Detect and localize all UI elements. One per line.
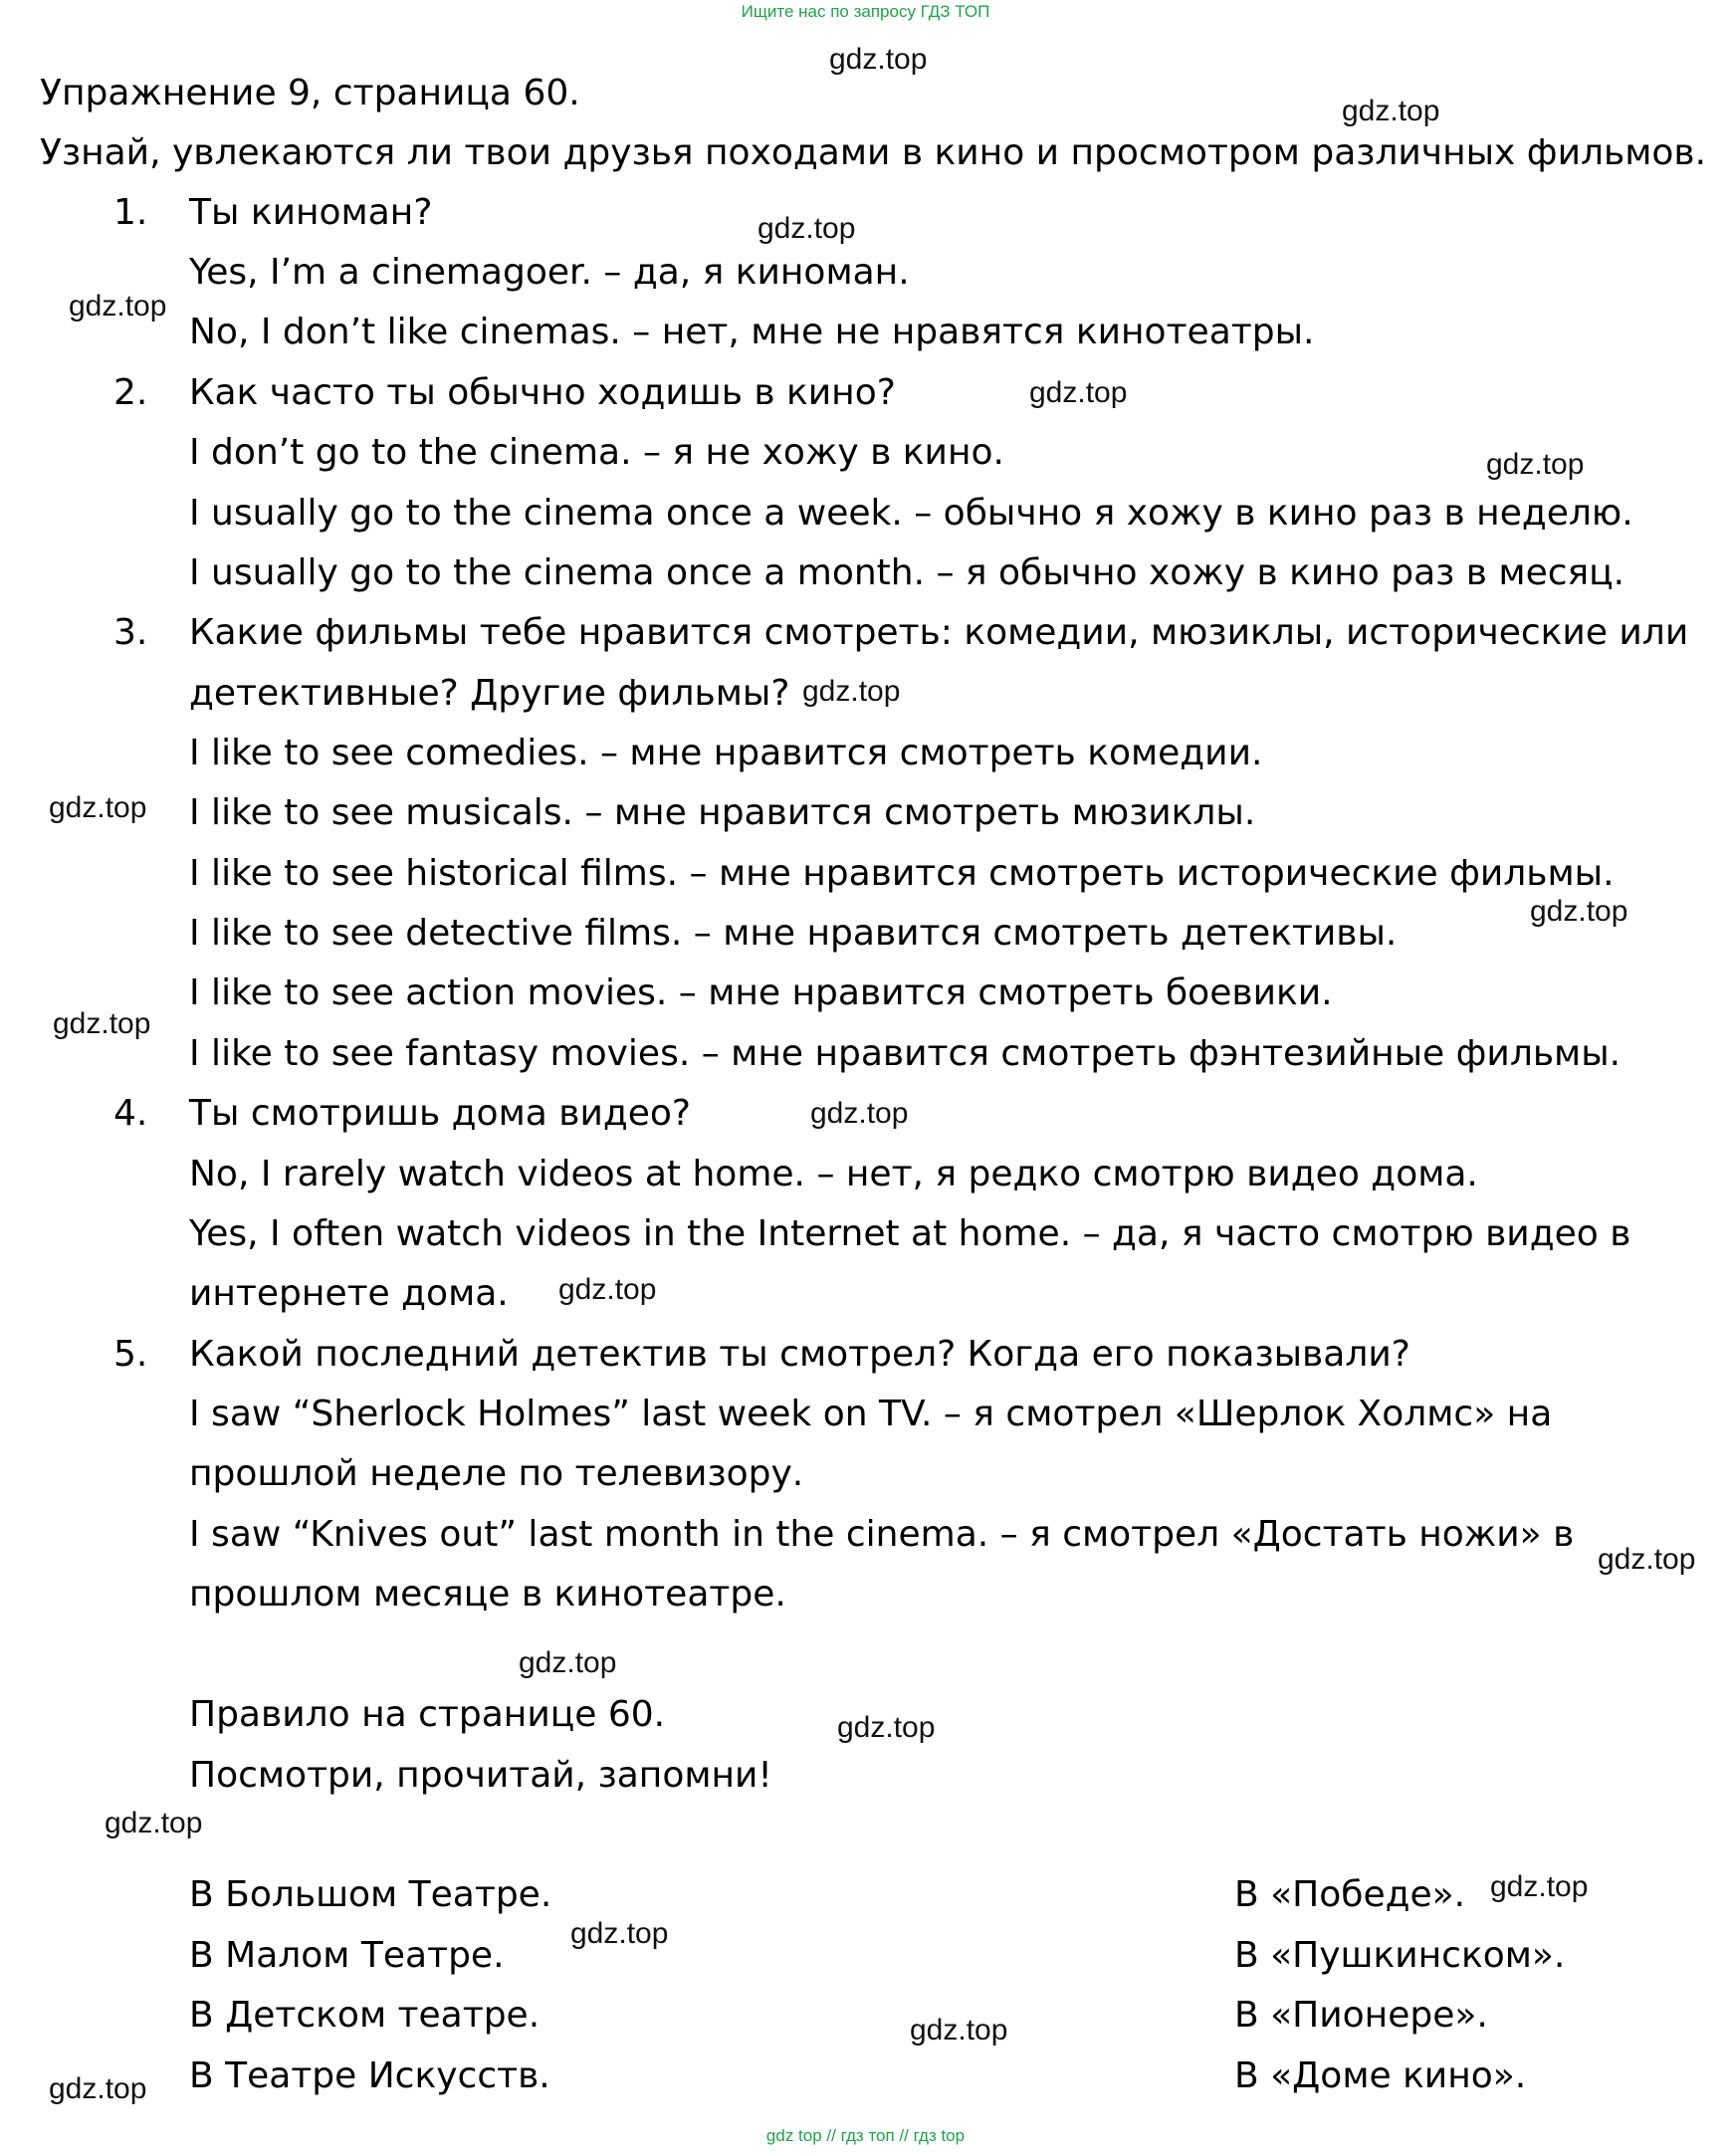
item-number: 3. — [113, 612, 148, 653]
item-answer: I like to see action movies. – мне нравится смотреть боевики. — [189, 972, 1333, 1013]
watermark: gdz.top — [49, 2072, 147, 2105]
example-right: В «Победе». — [1234, 1874, 1466, 1915]
rule-line: Правило на странице 60. — [189, 1694, 666, 1735]
item-answer: I like to see comedies. – мне нравится смотреть комедии. — [189, 733, 1263, 773]
item-question: Какой последний детектив ты смотрел? Когда его показывали? — [189, 1334, 1410, 1375]
watermark: gdz.top — [910, 2014, 1008, 2047]
watermark: gdz.top — [837, 1711, 936, 1744]
item-answer: I like to see historical films. – мне нравится смотреть исторические фильмы. — [189, 853, 1615, 894]
example-left: В Театре Искусств. — [189, 2055, 550, 2096]
watermark: gdz.top — [53, 1007, 151, 1040]
watermark: gdz.top — [829, 43, 928, 76]
example-left: В Детском театре. — [189, 1995, 541, 2036]
item-question: Ты смотришь дома видео? — [189, 1093, 692, 1134]
item-answer: I usually go to the cinema once a week. – обычно я хожу в кино раз в неделю. — [189, 493, 1633, 534]
item-question-continued: детективные? Другие фильмы? — [189, 673, 790, 714]
item-answer: No, I don’t like cinemas. – нет, мне не нравятся кинотеатры. — [189, 312, 1315, 352]
watermark: gdz.top — [1598, 1543, 1696, 1576]
item-number: 4. — [113, 1093, 148, 1134]
item-answer: интернете дома. — [189, 1273, 509, 1314]
watermark: gdz.top — [810, 1097, 909, 1130]
watermark: gdz.top — [105, 1807, 203, 1839]
item-answer: I like to see fantasy movies. – мне нравится смотреть фэнтезийные фильмы. — [189, 1033, 1622, 1074]
item-answer: I saw “Knives out” last month in the cinema. – я смотрел «Достать ножи» в — [189, 1514, 1575, 1555]
item-answer: Yes, I often watch videos in the Internet at home. – да, я часто смотрю видео в — [189, 1213, 1631, 1254]
watermark: gdz.top — [802, 675, 901, 708]
item-answer: I like to see detective films. – мне нравится смотреть детективы. — [189, 913, 1398, 954]
item-answer: прошлом месяце в кинотеатре. — [189, 1574, 786, 1615]
watermark: gdz.top — [570, 1917, 669, 1950]
exercise-title: Упражнение 9, страница 60. — [40, 73, 580, 113]
item-answer: прошлой неделе по телевизору. — [189, 1453, 804, 1494]
item-question: Как часто ты обычно ходишь в кино? — [189, 372, 896, 413]
item-answer: I usually go to the cinema once a month. – я обычно хожу в кино раз в месяц. — [189, 552, 1625, 593]
item-answer: I saw “Sherlock Holmes” last week on TV. – я смотрел «Шерлок Холмс» на — [189, 1394, 1553, 1434]
watermark: gdz.top — [1342, 95, 1440, 127]
example-left: В Большом Театре. — [189, 1874, 552, 1915]
watermark: gdz.top — [757, 212, 856, 245]
item-question: Ты киноман? — [189, 192, 433, 233]
example-right: В «Пушкинском». — [1234, 1935, 1566, 1976]
watermark: gdz.top — [69, 290, 167, 323]
item-answer: I don’t go to the cinema. – я не хожу в кино. — [189, 432, 1004, 473]
item-number: 1. — [113, 192, 148, 233]
item-answer: No, I rarely watch videos at home. – нет, я редко смотрю видео дома. — [189, 1154, 1478, 1194]
watermark: gdz.top — [1029, 376, 1128, 409]
example-left: В Малом Театре. — [189, 1935, 505, 1976]
watermark: gdz.top — [519, 1646, 617, 1679]
watermark: gdz.top — [49, 791, 147, 824]
item-number: 5. — [113, 1334, 148, 1375]
top-note: Ищите нас по запросу ГДЗ ТОП — [741, 2, 990, 21]
example-right: В «Доме кино». — [1234, 2055, 1527, 2096]
rule-line: Посмотри, прочитай, запомни! — [189, 1755, 772, 1796]
example-right: В «Пионере». — [1234, 1995, 1488, 2036]
watermark: gdz.top — [558, 1273, 657, 1306]
exercise-task: Узнай, увлекаются ли твои друзья походами в кино и просмотром различных фильмов. — [40, 132, 1707, 173]
watermark: gdz.top — [1490, 1870, 1589, 1903]
item-answer: I like to see musicals. – мне нравится смотреть мюзиклы. — [189, 792, 1256, 833]
bottom-note: gdz top // гдз топ // гдз top — [765, 2126, 966, 2145]
item-question: Какие фильмы тебе нравится смотреть: комедии, мюзиклы, исторические или — [189, 612, 1689, 653]
watermark: gdz.top — [1486, 448, 1585, 481]
item-number: 2. — [113, 372, 148, 413]
watermark: gdz.top — [1530, 895, 1628, 928]
item-answer: Yes, I’m a cinemagoer. – да, я киноман. — [189, 252, 910, 293]
